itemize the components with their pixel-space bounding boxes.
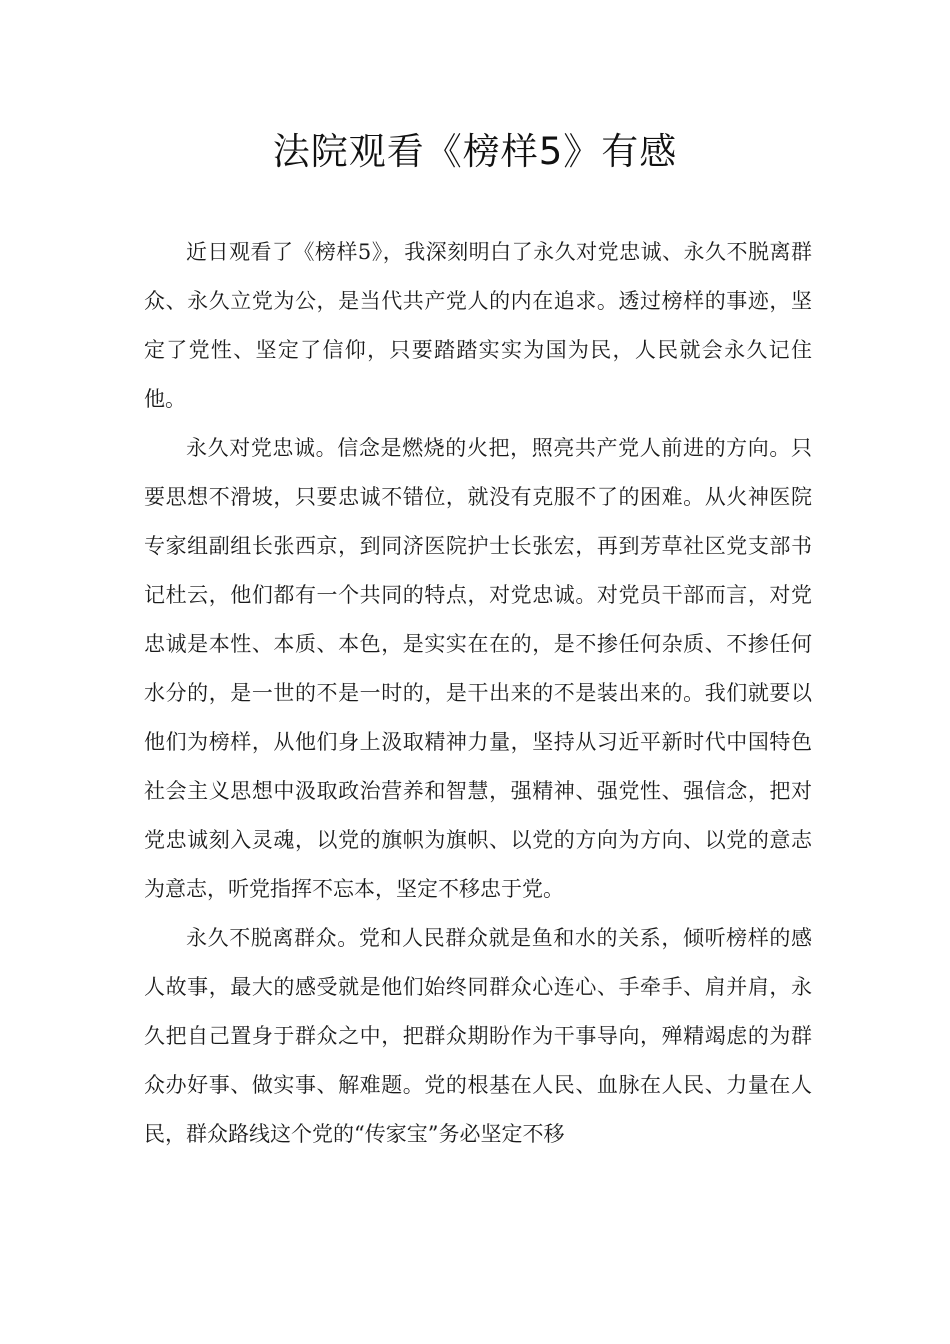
document-body xyxy=(144,228,812,1159)
paragraph-1: 近日观看了《榜样5》，我深刻明白了永久对党忠诚、永久不脱离群众、永久立党为公，是当代共产党人的内在追求。透过榜样的事迹，坚定了党性、坚定了信仰，只要踏踏实实为国为民，人民就会永久记住他。 xyxy=(144,240,812,411)
document-title: 法院观看《榜样5》有感 xyxy=(272,130,678,173)
paragraph-3: 永久不脱离群众。党和人民群众就是鱼和水的关系，倾听榜样的感人故事，最大的感受就是他们始终同群众心连心、手牵手、肩并肩，永久把自己置身于群众之中，把群众期盼作为干事导向，殚精竭虑的为群众办好事、做实事、解难题。党的根基在人民、血脉在人民、力量在人民，群众路线这个党的“传家宝”务必坚定不移 xyxy=(144,926,812,1146)
paragraph-2: 永久对党忠诚。信念是燃烧的火把，照亮共产党人前进的方向。只要思想不滑坡，只要忠诚不错位，就没有克服不了的困难。从火神医院专家组副组长张西京，到同济医院护士长张宏，再到芳草社区党支部书记杜云，他们都有一个共同的特点，对党忠诚。对党员干部而言，对党忠诚是本性、本质、本色，是实实在在的，是不掺任何杂质、不掺任何水分的，是一世的不是一时的，是干出来的不是装出来的。我们就要以他们为榜样，从他们身上汲取精神力量，坚持从习近平新时代中国特色社会主义思想中汲取政治营养和智慧，强精神、强党性、强信念，把对党忠诚刻入灵魂，以党的旗帜为旗帜、以党的方向为方向、以党的意志为意志，听党指挥不忘本，坚定不移忠于党。 xyxy=(144,436,812,901)
